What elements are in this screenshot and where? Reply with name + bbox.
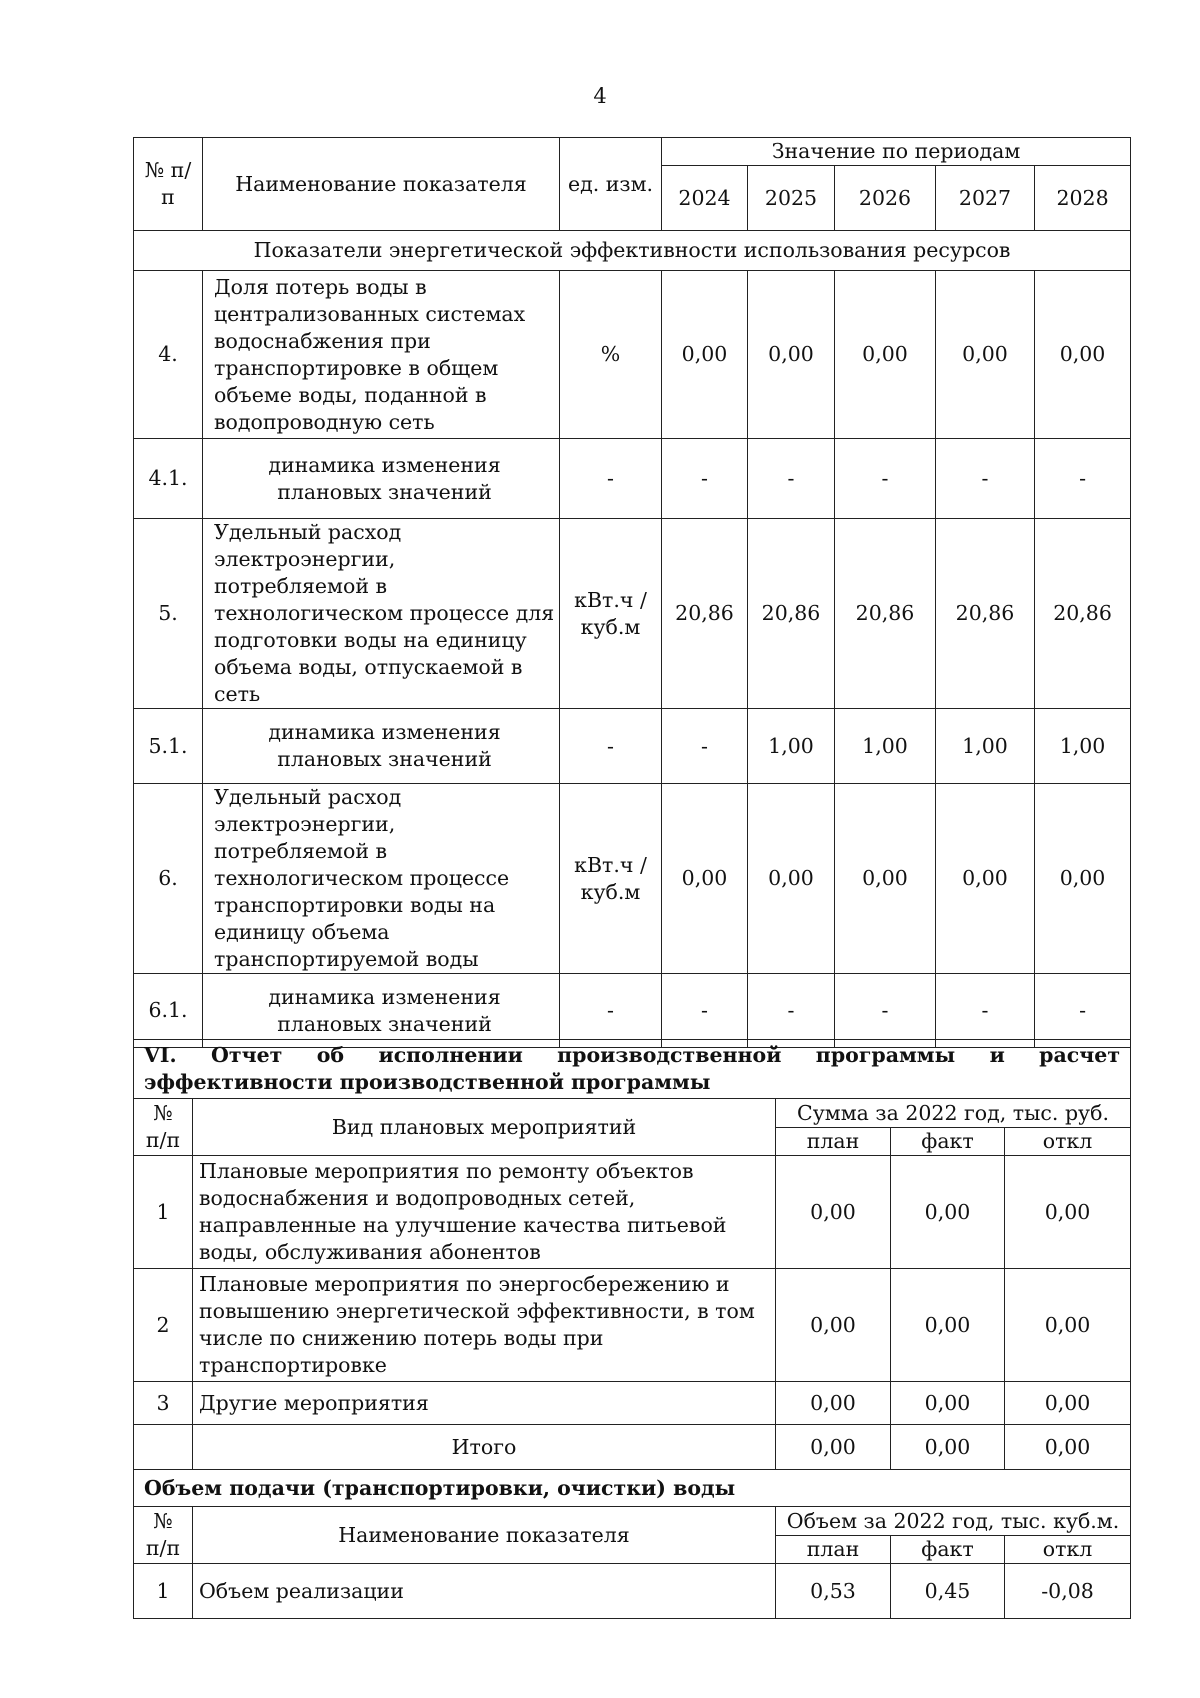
row-plan: 0,00 bbox=[776, 1382, 891, 1425]
row-value: 20,86 bbox=[662, 519, 748, 709]
row-value: - bbox=[936, 439, 1035, 519]
row-value: 0,00 bbox=[936, 784, 1035, 974]
row-value: 1,00 bbox=[835, 709, 936, 784]
header-year: 2026 bbox=[835, 166, 936, 231]
row-name: Другие мероприятия bbox=[193, 1382, 776, 1425]
row-value: 0,00 bbox=[748, 784, 835, 974]
row-value: 1,00 bbox=[936, 709, 1035, 784]
row-num: 1 bbox=[134, 1564, 193, 1619]
row-num: 6.1. bbox=[134, 974, 203, 1048]
volume-header-name: Наименование показателя bbox=[193, 1507, 776, 1564]
row-value: 20,86 bbox=[835, 519, 936, 709]
row-name: Объем реализации bbox=[193, 1564, 776, 1619]
row-dev: 0,00 bbox=[1005, 1382, 1131, 1425]
header-periods: Значение по периодам bbox=[662, 138, 1131, 166]
table-row bbox=[134, 784, 1131, 974]
row-value: - bbox=[662, 709, 748, 784]
header-num: № п/п bbox=[134, 138, 203, 231]
header-name: Наименование показателя bbox=[203, 138, 560, 231]
row-plan: 0,00 bbox=[776, 1156, 891, 1269]
row-name: Доля потерь воды в централизованных системах водоснабжения при транспортировке в общем объеме воды, поданной в водопроводную сеть bbox=[203, 271, 560, 439]
table-row bbox=[134, 439, 1131, 519]
row-num: 5.1. bbox=[134, 709, 203, 784]
row-value: 20,86 bbox=[1035, 519, 1131, 709]
row-value: - bbox=[1035, 439, 1131, 519]
volume-header-num: № п/п bbox=[134, 1507, 193, 1564]
row-value: 1,00 bbox=[748, 709, 835, 784]
row-name: динамика изменения плановых значений bbox=[203, 974, 560, 1048]
total-row bbox=[134, 1425, 1131, 1470]
program-report-table bbox=[133, 1039, 1131, 1619]
row-value: - bbox=[936, 974, 1035, 1048]
row-unit: - bbox=[560, 439, 662, 519]
row-value: 0,00 bbox=[662, 271, 748, 439]
row-value: 0,00 bbox=[1035, 271, 1131, 439]
row-plan: 0,00 bbox=[776, 1269, 891, 1382]
row-value: - bbox=[835, 974, 936, 1048]
row-name: Плановые мероприятия по ремонту объектов водоснабжения и водопроводных сетей, направленные на улучшение качества питьевой воды, обслуживания абонентов bbox=[193, 1156, 776, 1269]
header-kind: Вид плановых мероприятий bbox=[193, 1099, 776, 1156]
table-row bbox=[134, 1156, 1131, 1269]
row-name: Удельный расход электроэнергии, потребляемой в технологическом процессе транспортировки воды на единицу объема транспортируемой воды bbox=[203, 784, 560, 974]
row-value: 1,00 bbox=[1035, 709, 1131, 784]
table-row bbox=[134, 709, 1131, 784]
total-num bbox=[134, 1425, 193, 1470]
table-row bbox=[134, 1382, 1131, 1425]
header-year: 2028 bbox=[1035, 166, 1131, 231]
row-value: - bbox=[1035, 974, 1131, 1048]
volume-title: Объем подачи (транспортировки, очистки) воды bbox=[134, 1470, 1131, 1507]
row-value: - bbox=[748, 439, 835, 519]
volume-header-plan: план bbox=[776, 1536, 891, 1564]
header-num: № п/п bbox=[134, 1099, 193, 1156]
row-dev: 0,00 bbox=[1005, 1156, 1131, 1269]
volume-header-fact: факт bbox=[891, 1536, 1005, 1564]
row-value: 0,00 bbox=[662, 784, 748, 974]
header-year: 2027 bbox=[936, 166, 1035, 231]
row-name: Удельный расход электроэнергии, потребляемой в технологическом процессе для подготовки воды на единицу объема воды, отпускаемой в сеть bbox=[203, 519, 560, 709]
section-heading: Показатели энергетической эффективности использования ресурсов bbox=[134, 231, 1131, 271]
report-title: VI. Отчет об исполнении производственной программы и расчет эффективности производственной программы bbox=[134, 1040, 1131, 1099]
volume-header-dev: откл bbox=[1005, 1536, 1131, 1564]
row-num: 4.1. bbox=[134, 439, 203, 519]
row-unit: - bbox=[560, 974, 662, 1048]
row-fact: 0,45 bbox=[891, 1564, 1005, 1619]
row-name: динамика изменения плановых значений bbox=[203, 709, 560, 784]
row-value: - bbox=[662, 439, 748, 519]
header-sum: Сумма за 2022 год, тыс. руб. bbox=[776, 1099, 1131, 1128]
header-year: 2024 bbox=[662, 166, 748, 231]
row-value: - bbox=[748, 974, 835, 1048]
row-value: 20,86 bbox=[748, 519, 835, 709]
row-name: динамика изменения плановых значений bbox=[203, 439, 560, 519]
row-value: 0,00 bbox=[748, 271, 835, 439]
row-fact: 0,00 bbox=[891, 1269, 1005, 1382]
row-name: Плановые мероприятия по энергосбережению и повышению энергетической эффективности, в том числе по снижению потерь воды при транспортировке bbox=[193, 1269, 776, 1382]
row-num: 1 bbox=[134, 1156, 193, 1269]
row-dev: 0,00 bbox=[1005, 1269, 1131, 1382]
row-value: - bbox=[662, 974, 748, 1048]
row-unit: кВт.ч / куб.м bbox=[560, 519, 662, 709]
row-value: 0,00 bbox=[1035, 784, 1131, 974]
header-fact: факт bbox=[891, 1128, 1005, 1156]
row-dev: -0,08 bbox=[1005, 1564, 1131, 1619]
row-num: 6. bbox=[134, 784, 203, 974]
row-unit: % bbox=[560, 271, 662, 439]
table-row bbox=[134, 1269, 1131, 1382]
row-plan: 0,53 bbox=[776, 1564, 891, 1619]
row-fact: 0,00 bbox=[891, 1156, 1005, 1269]
header-plan: план bbox=[776, 1128, 891, 1156]
row-value: 0,00 bbox=[835, 784, 936, 974]
table-row bbox=[134, 974, 1131, 1048]
row-num: 4. bbox=[134, 271, 203, 439]
total-plan: 0,00 bbox=[776, 1425, 891, 1470]
row-value: 0,00 bbox=[835, 271, 936, 439]
header-dev: откл bbox=[1005, 1128, 1131, 1156]
total-label: Итого bbox=[193, 1425, 776, 1470]
row-unit: кВт.ч / куб.м bbox=[560, 784, 662, 974]
row-value: - bbox=[835, 439, 936, 519]
volume-header-sum: Объем за 2022 год, тыс. куб.м. bbox=[776, 1507, 1131, 1536]
row-value: 0,00 bbox=[936, 271, 1035, 439]
total-fact: 0,00 bbox=[891, 1425, 1005, 1470]
row-num: 5. bbox=[134, 519, 203, 709]
table-row bbox=[134, 519, 1131, 709]
row-fact: 0,00 bbox=[891, 1382, 1005, 1425]
row-num: 2 bbox=[134, 1269, 193, 1382]
total-dev: 0,00 bbox=[1005, 1425, 1131, 1470]
energy-efficiency-table bbox=[133, 137, 1131, 1048]
row-unit: - bbox=[560, 709, 662, 784]
table-row bbox=[134, 271, 1131, 439]
table-row bbox=[134, 1564, 1131, 1619]
header-unit: ед. изм. bbox=[560, 138, 662, 231]
row-num: 3 bbox=[134, 1382, 193, 1425]
page-number: 4 bbox=[593, 84, 607, 108]
header-year: 2025 bbox=[748, 166, 835, 231]
row-value: 20,86 bbox=[936, 519, 1035, 709]
